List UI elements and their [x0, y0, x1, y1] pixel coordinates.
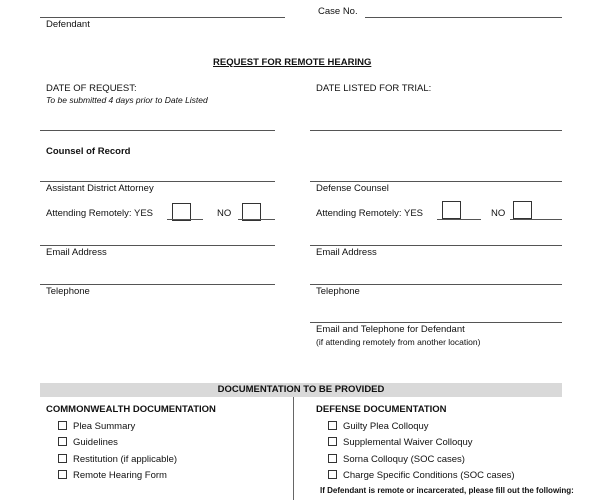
ada-no-label: NO	[217, 208, 232, 219]
defense-no-label: NO	[491, 208, 506, 219]
commonwealth-item[interactable]: Remote Hearing Form	[58, 470, 167, 481]
defense-yes-underline	[437, 219, 481, 220]
defense-doc-heading: DEFENSE DOCUMENTATION	[316, 404, 447, 415]
checkbox-icon[interactable]	[58, 454, 67, 463]
defense-title: Defense Counsel	[316, 183, 389, 194]
date-of-request-label: DATE OF REQUEST:	[46, 83, 137, 94]
defense-doc-item[interactable]: Charge Specific Conditions (SOC cases)	[328, 470, 515, 481]
defense-telephone-field[interactable]	[310, 284, 562, 285]
date-listed-field[interactable]	[310, 130, 562, 131]
defense-telephone-label: Telephone	[316, 286, 360, 297]
checkbox-icon[interactable]	[58, 437, 67, 446]
ada-attending-label: Attending Remotely: YES	[46, 208, 154, 219]
checkbox-icon[interactable]	[58, 470, 67, 479]
checkbox-icon[interactable]	[328, 437, 337, 446]
defendant-contact-field[interactable]	[310, 322, 562, 323]
documentation-divider	[293, 397, 294, 500]
defense-attending-label: Attending Remotely: YES	[316, 208, 424, 219]
date-listed-label: DATE LISTED FOR TRIAL:	[316, 83, 432, 94]
defense-yes-checkbox[interactable]	[442, 201, 461, 219]
counsel-heading: Counsel of Record	[46, 146, 131, 157]
case-no-label: Case No.	[318, 6, 358, 17]
date-of-request-field[interactable]	[40, 130, 275, 131]
defendant-line	[40, 17, 285, 18]
defendant-label: Defendant	[46, 19, 90, 30]
documentation-banner-text: DOCUMENTATION TO BE PROVIDED	[217, 384, 385, 395]
commonwealth-heading: COMMONWEALTH DOCUMENTATION	[46, 404, 216, 415]
checkbox-icon[interactable]	[58, 421, 67, 430]
ada-email-label: Email Address	[46, 247, 107, 258]
defense-name-field[interactable]	[310, 181, 562, 182]
defense-doc-item[interactable]: Supplemental Waiver Colloquy	[328, 437, 473, 448]
ada-telephone-field[interactable]	[40, 284, 275, 285]
checkbox-icon[interactable]	[328, 421, 337, 430]
ada-no-underline	[238, 219, 275, 220]
defendant-contact-label: Email and Telephone for Defendant	[316, 324, 465, 335]
form-title: REQUEST FOR REMOTE HEARING	[213, 57, 372, 68]
ada-yes-underline	[167, 219, 203, 220]
ada-telephone-label: Telephone	[46, 286, 90, 297]
defendant-contact-note: (if attending remotely from another location)	[316, 337, 481, 347]
date-of-request-note: To be submitted 4 days prior to Date Listed	[46, 95, 208, 105]
commonwealth-item[interactable]: Guidelines	[58, 437, 118, 448]
defense-doc-item[interactable]: Guilty Plea Colloquy	[328, 421, 429, 432]
checkbox-icon[interactable]	[328, 454, 337, 463]
defense-no-checkbox[interactable]	[513, 201, 532, 219]
defense-no-underline	[510, 219, 562, 220]
defense-doc-item[interactable]: Sorna Colloquy (SOC cases)	[328, 454, 465, 465]
commonwealth-item[interactable]: Restitution (if applicable)	[58, 454, 177, 465]
commonwealth-item[interactable]: Plea Summary	[58, 421, 135, 432]
footer-note: If Defendant is remote or incarcerated, please fill out the following:	[320, 486, 574, 495]
case-no-field[interactable]	[365, 17, 562, 18]
ada-email-field[interactable]	[40, 245, 275, 246]
checkbox-icon[interactable]	[328, 470, 337, 479]
ada-name-field[interactable]	[40, 181, 275, 182]
defense-email-field[interactable]	[310, 245, 562, 246]
ada-title: Assistant District Attorney	[46, 183, 154, 194]
defense-email-label: Email Address	[316, 247, 377, 258]
